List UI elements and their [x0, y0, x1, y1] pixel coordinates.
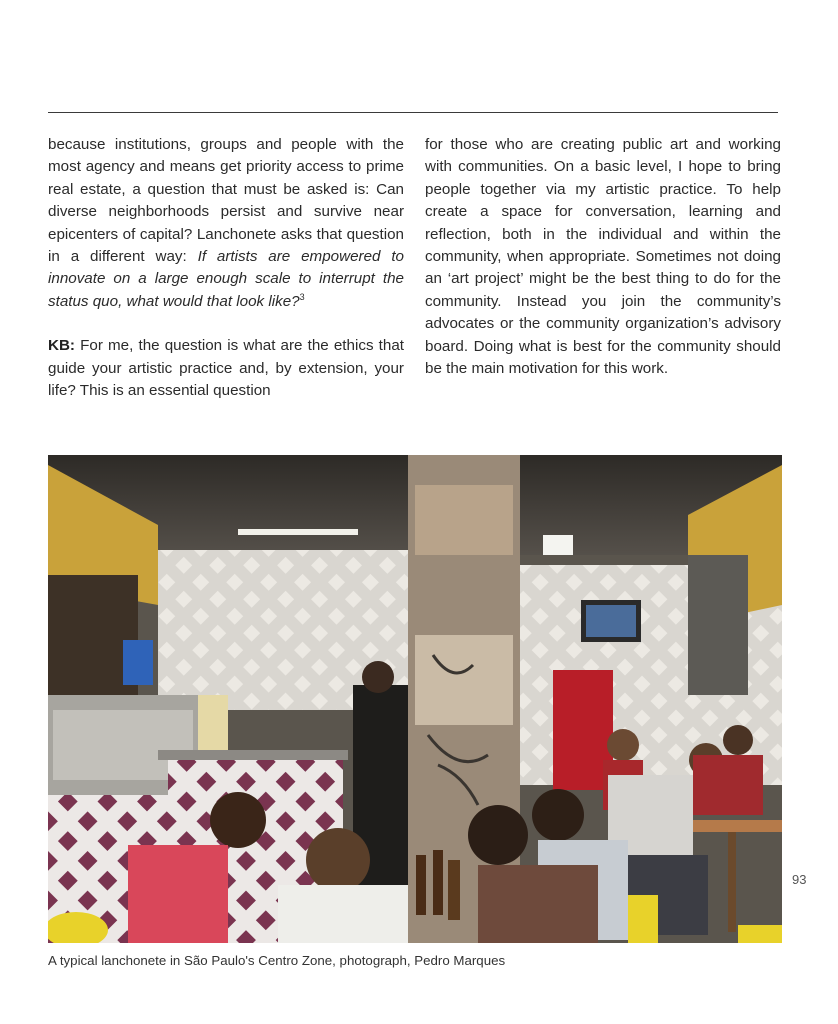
paragraph-1-italic: If artists are empowered to innovate on a large enough scale to interrupt the status quo, what would that look like? [48, 248, 404, 310]
paragraph-2 [48, 335, 404, 402]
paragraph-1-text: because institutions, groups and people with the most agency and means get priority access to prime real estate, a question that must be asked is: Can diverse neighborhoods persist and survive near epicenters of capital? Lanchonete asks that question in a different way: [48, 136, 404, 266]
paragraph-3: for those who are creating public art and working with communities. On a basic level, I hope to bring people together via my artistic practice. To help create a space for conversation, learning and reflection, both in the individual and within the community, when appropriate. Sometimes not doing an ‘art project’ might be the best thing to do for the community. Instead you join the community’s advocates or the community organization’s advisory board. Doing what is best for the community should be the main motivation for this work. [425, 136, 781, 378]
paragraph-1 [48, 134, 404, 313]
header-rule [48, 112, 778, 113]
paragraph-2-text: For me, the question is what are the ethics that guide your artistic practice and, by extension, your life? This is an essential question [48, 337, 404, 400]
photo-caption: A typical lanchonete in São Paulo's Centro Zone, photograph, Pedro Marques [48, 953, 506, 968]
footnote-ref: 3 [299, 291, 305, 302]
page-number: 93 [792, 872, 807, 887]
lanchonete-photo [48, 455, 782, 943]
left-column [48, 134, 404, 402]
photo-illustration [48, 455, 782, 943]
speaker-label: KB: [48, 337, 75, 355]
right-column [425, 134, 781, 380]
